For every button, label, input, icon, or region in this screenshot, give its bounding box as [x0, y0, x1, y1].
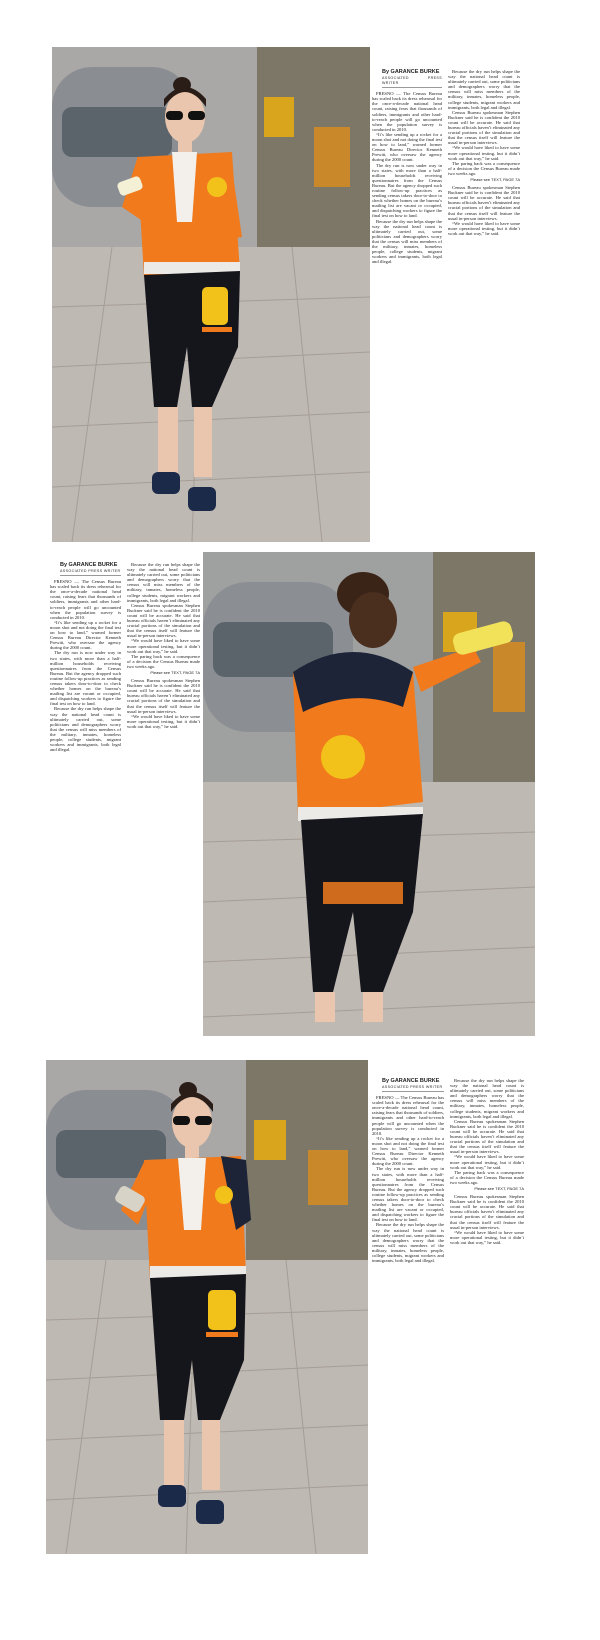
street-photo-svg [52, 47, 370, 542]
agency: ASSOCIATED PRESS WRITER [60, 569, 121, 576]
cartoon-print [321, 735, 365, 779]
paragraph: Because the dry run helps shape the way the national head count is ultimately carried out, some politicians and demographers worry that the census will miss members of the military, inmates, homeless people, college students, migrant workers and immigrants, both legal and illegal. [372, 218, 442, 265]
paragraph: The dry run is now under way in two states, with more than a half-million households receiving questionnaires from the Census Bureau. But the agency dropped such routine follow-up practices as sending census takers door-to-door to check whether homes on the bureau’s mailing list are vacant or occupied, and dispatching workers to figure the final test on how to land. [50, 650, 121, 707]
sneaker-right [196, 1500, 224, 1524]
jump-line: Please see TEXT, PAGE 7A [470, 176, 520, 182]
street-photo-svg [46, 1060, 368, 1554]
paragraph: Census Bureau spokesman Stephen Buckner said he is confident the 2010 count will be accurate. He said that bureau officials haven’t eliminated any crucial portions of the simulation and that the census itself will feature the usual in-person interviews. [448, 109, 520, 146]
paragraph: Because the dry run helps shape the way the national head count is ultimately carried out, some politicians and demographers worry that the census will miss members of the military, inmates, homeless people, college students, migrant workers and immigrants, both legal and illegal. [372, 1222, 444, 1264]
sneaker-right [188, 487, 216, 511]
panel-2 [0, 550, 600, 1060]
paragraph: The dry run is now under way in two states, with more than a half-million households receiving questionnaires from the Census Bureau. But the agency dropped such routine follow-up practices as sending census takers door-to-door to check whether homes on the bureau’s mailing list are vacant or occupied, and dispatching workers to figure the final test on how to land. [372, 1166, 444, 1223]
paragraph: Because the dry run helps shape the way the national head count is ultimately carried out, some politicians and demographers worry that the census will miss members of the military, inmates, homeless people, college students, migrant workers and immigrants, both legal and illegal. [450, 1078, 524, 1119]
news-column [372, 1078, 524, 1548]
paragraph: Because the dry run helps shape the way the national head count is ultimately carried out, some politicians and demographers worry that the census will miss members of the military, inmates, homeless people, college students, migrant workers and immigrants, both legal and illegal. [127, 562, 200, 603]
paragraph: FRESNO — The Census Bureau has scaled back its dress rehearsal for the once-a-decade national head count, raising fears that thousands of soldiers, immigrants and other hard-to-reach people will go uncounted when the population survey is conducted in 2010. [50, 579, 121, 620]
street-photo-svg [203, 552, 535, 1036]
panel-1 [0, 0, 600, 550]
paragraph: The paring back was a consequence of a decision the Census Bureau made two weeks ago. [450, 1169, 524, 1185]
byline: By GARANCE BURKE [382, 1078, 440, 1084]
paragraph: The paring back was a consequence of a decision the Census Bureau made two weeks ago. [127, 653, 200, 669]
byline: By GARANCE BURKE [382, 69, 440, 75]
news-column [50, 562, 200, 1032]
paragraph: “We would have liked to have some more operational testing, but it didn’t work out that way,” he said. [448, 145, 520, 161]
paragraph: FRESNO — The Census Bureau has scaled back its dress rehearsal for the once-a-decade national head count, raising fears that thousands of soldiers, immigrants and other hard-to-reach people will go uncounted when the population survey is conducted in 2010. [372, 1095, 444, 1136]
paragraph: “We would have liked to have some more operational testing, but it didn’t work out that way,” he said. [127, 638, 200, 654]
paragraph: The paring back was a consequence of a decision the Census Bureau made two weeks ago. [448, 160, 520, 176]
photo-walking-front-2 [46, 1060, 368, 1554]
photo-walking-front [52, 47, 370, 542]
paragraph: Because the dry run helps shape the way the national head count is ultimately carried out, some politicians and demographers worry that the census will miss members of the military, inmates, homeless people, college students, migrant workers and immigrants, both legal and illegal. [50, 706, 121, 753]
paragraph: Census Bureau spokesman Stephen Buckner said he is confident the 2010 count will be accurate. He said that bureau officials haven’t eliminated any crucial portions of the simulation and that the census itself will feature the usual in-person interviews. [450, 1118, 524, 1155]
byline: By GARANCE BURKE [60, 562, 118, 568]
paragraph: “We would have liked to have some more operational testing, but it didn’t work out that way,” he said. [450, 1229, 524, 1245]
paragraph: “It’s like sending up a rocket for a moon shot and not doing the final test on how to land,” warned former Census Bureau Director Kenneth Prewitt, who oversaw the agency during the 2000 count. [50, 619, 121, 651]
agency: ASSOCIATED PRESS WRITER [382, 76, 442, 88]
paragraph: The dry run is now under way in two states, with more than a half-million households receiving questionnaires from the Census Bureau. But the agency dropped such routine follow-up practices as sending census takers door-to-door to check whether homes on the bureau’s mailing list are vacant or occupied, and dispatching workers to figure the final test on how to land. [372, 162, 442, 219]
paragraph: “We would have liked to have some more operational testing, but it didn’t work out that way,” he said. [127, 713, 200, 729]
paragraph: “We would have liked to have some more operational testing, but it didn’t work out that way,” he said. [450, 1154, 524, 1170]
jump-line: Please see TEXT, PAGE 7A [150, 669, 200, 675]
paragraph: “It’s like sending up a rocket for a moon shot and not doing the final test on how to land,” warned former Census Bureau Director Kenneth Prewitt, who oversaw the agency during the 2000 count. [372, 131, 442, 163]
panel-3 [0, 1060, 600, 1620]
jump-line: Please see TEXT, PAGE 7A [474, 1185, 524, 1191]
paragraph: “It’s like sending up a rocket for a moon shot and not doing the final test on how to land,” warned former Census Bureau Director Kenneth Prewitt, who oversaw the agency during the 2000 count. [372, 1135, 444, 1167]
paragraph: Because the dry run helps shape the way the national head count is ultimately carried out, some politicians and demographers worry that the census will miss members of the military, inmates, homeless people, college students, migrant workers and immigrants, both legal and illegal. [448, 69, 520, 110]
sneaker-left [152, 472, 180, 494]
sneaker-left [158, 1485, 186, 1507]
paragraph: Census Bureau spokesman Stephen Buckner said he is confident the 2010 count will be accurate. He said that bureau officials haven’t eliminated any crucial portions of the simulation and that the census itself will feature the usual in-person interviews. [450, 1194, 524, 1230]
photo-walking-back [203, 552, 535, 1036]
news-column [372, 69, 520, 529]
paragraph: Census Bureau spokesman Stephen Buckner said he is confident the 2010 count will be accurate. He said that bureau officials haven’t eliminated any crucial portions of the simulation and that the census itself will feature the usual in-person interviews. [127, 678, 200, 714]
paragraph: FRESNO — The Census Bureau has scaled back its dress rehearsal for the once-a-decade national head count, raising fears that thousands of soldiers, immigrants and other hard-to-reach people will go uncounted when the population survey is conducted in 2010. [372, 91, 442, 132]
paragraph: Census Bureau spokesman Stephen Buckner said he is confident the 2010 count will be accurate. He said that bureau officials haven’t eliminated any crucial portions of the simulation and that the census itself will feature the usual in-person interviews. [448, 185, 520, 221]
paragraph: “We would have liked to have some more operational testing, but it didn’t work out that way,” he said. [448, 220, 520, 236]
agency: ASSOCIATED PRESS WRITER [382, 1085, 444, 1092]
paragraph: Census Bureau spokesman Stephen Buckner said he is confident the 2010 count will be accurate. He said that bureau officials haven’t eliminated any crucial portions of the simulation and that the census itself will feature the usual in-person interviews. [127, 602, 200, 639]
